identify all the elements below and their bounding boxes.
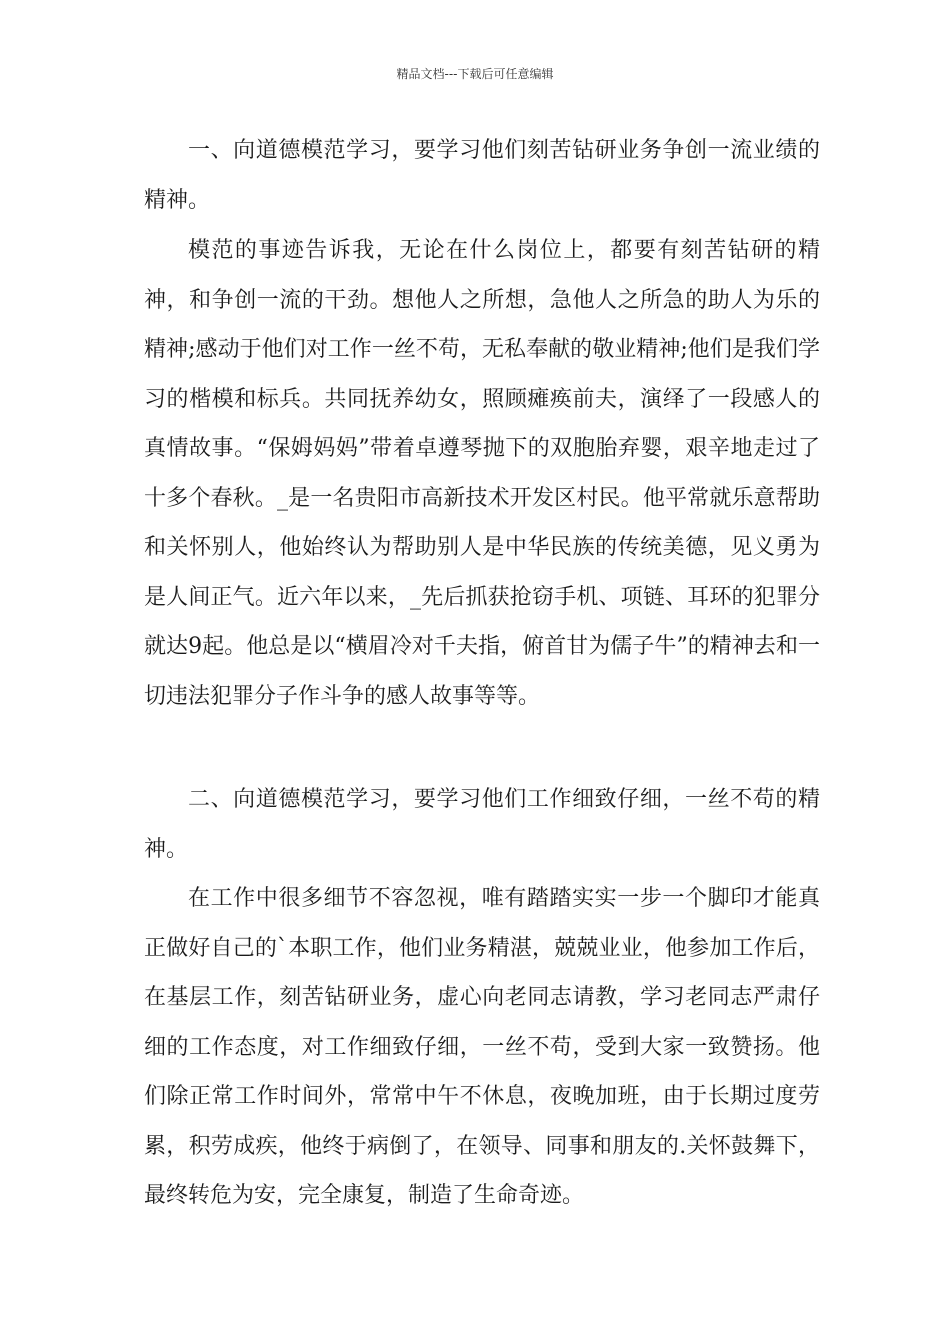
section-heading-1: 一、向道德模范学习，要学习他们刻苦钻研业务争创一流业绩的精神。 xyxy=(144,138,820,213)
page-header: 精品文档---下载后可任意编辑 xyxy=(396,67,554,81)
section-heading-2: 二、向道德模范学习，要学习他们工作细致仔细，一丝不苟的精神。 xyxy=(144,787,820,862)
body-paragraph-2: 在工作中很多细节不容忽视，唯有踏踏实实一步一个脚印才能真正做好自己的`本职工作，他们业务精湛，兢兢业业，他参加工作后，在基层工作，刻苦钻研业务，虚心向老同志请教，学习老同志严肃仔细的工作态度，对工作细致仔细，一丝不苟，受到大家一致赞扬。他们除正常工作时间外，常常中午不休息，夜晚加班，由于长期过度劳累，积劳成疾，他终于病倒了，在领导、同事和朋友的.关怀鼓舞下，最终转危为安，完全康复，制造了生命奇迹。 xyxy=(144,886,820,1208)
body-paragraph-1: 模范的事迹告诉我，无论在什么岗位上，都要有刻苦钻研的精神，和争创一流的干劲。想他人之所想，急他人之所急的助人为乐的精神;感动于他们对工作一丝不苟，无私奉献的敬业精神;他们是我们学习的楷模和标兵。共同抚养幼女，照顾瘫痪前夫，演绎了一段感人的真情故事。“保姆妈妈”带着卓遵琴抛下的双胞胎弃婴，艰辛地走过了十多个春秋。_是一名贵阳市高新技术开发区村民。他平常就乐意帮助和关怀别人，他始终认为帮助别人是中华民族的传统美德，见义勇为是人间正气。近六年以来，_先后抓获抢窃手机、项链、耳环的犯罪分就达9起。他总是以“横眉冷对千夫指，俯首甘为儒子牛”的精神去和一切违法犯罪分子作斗争的感人故事等等。 xyxy=(144,238,820,709)
